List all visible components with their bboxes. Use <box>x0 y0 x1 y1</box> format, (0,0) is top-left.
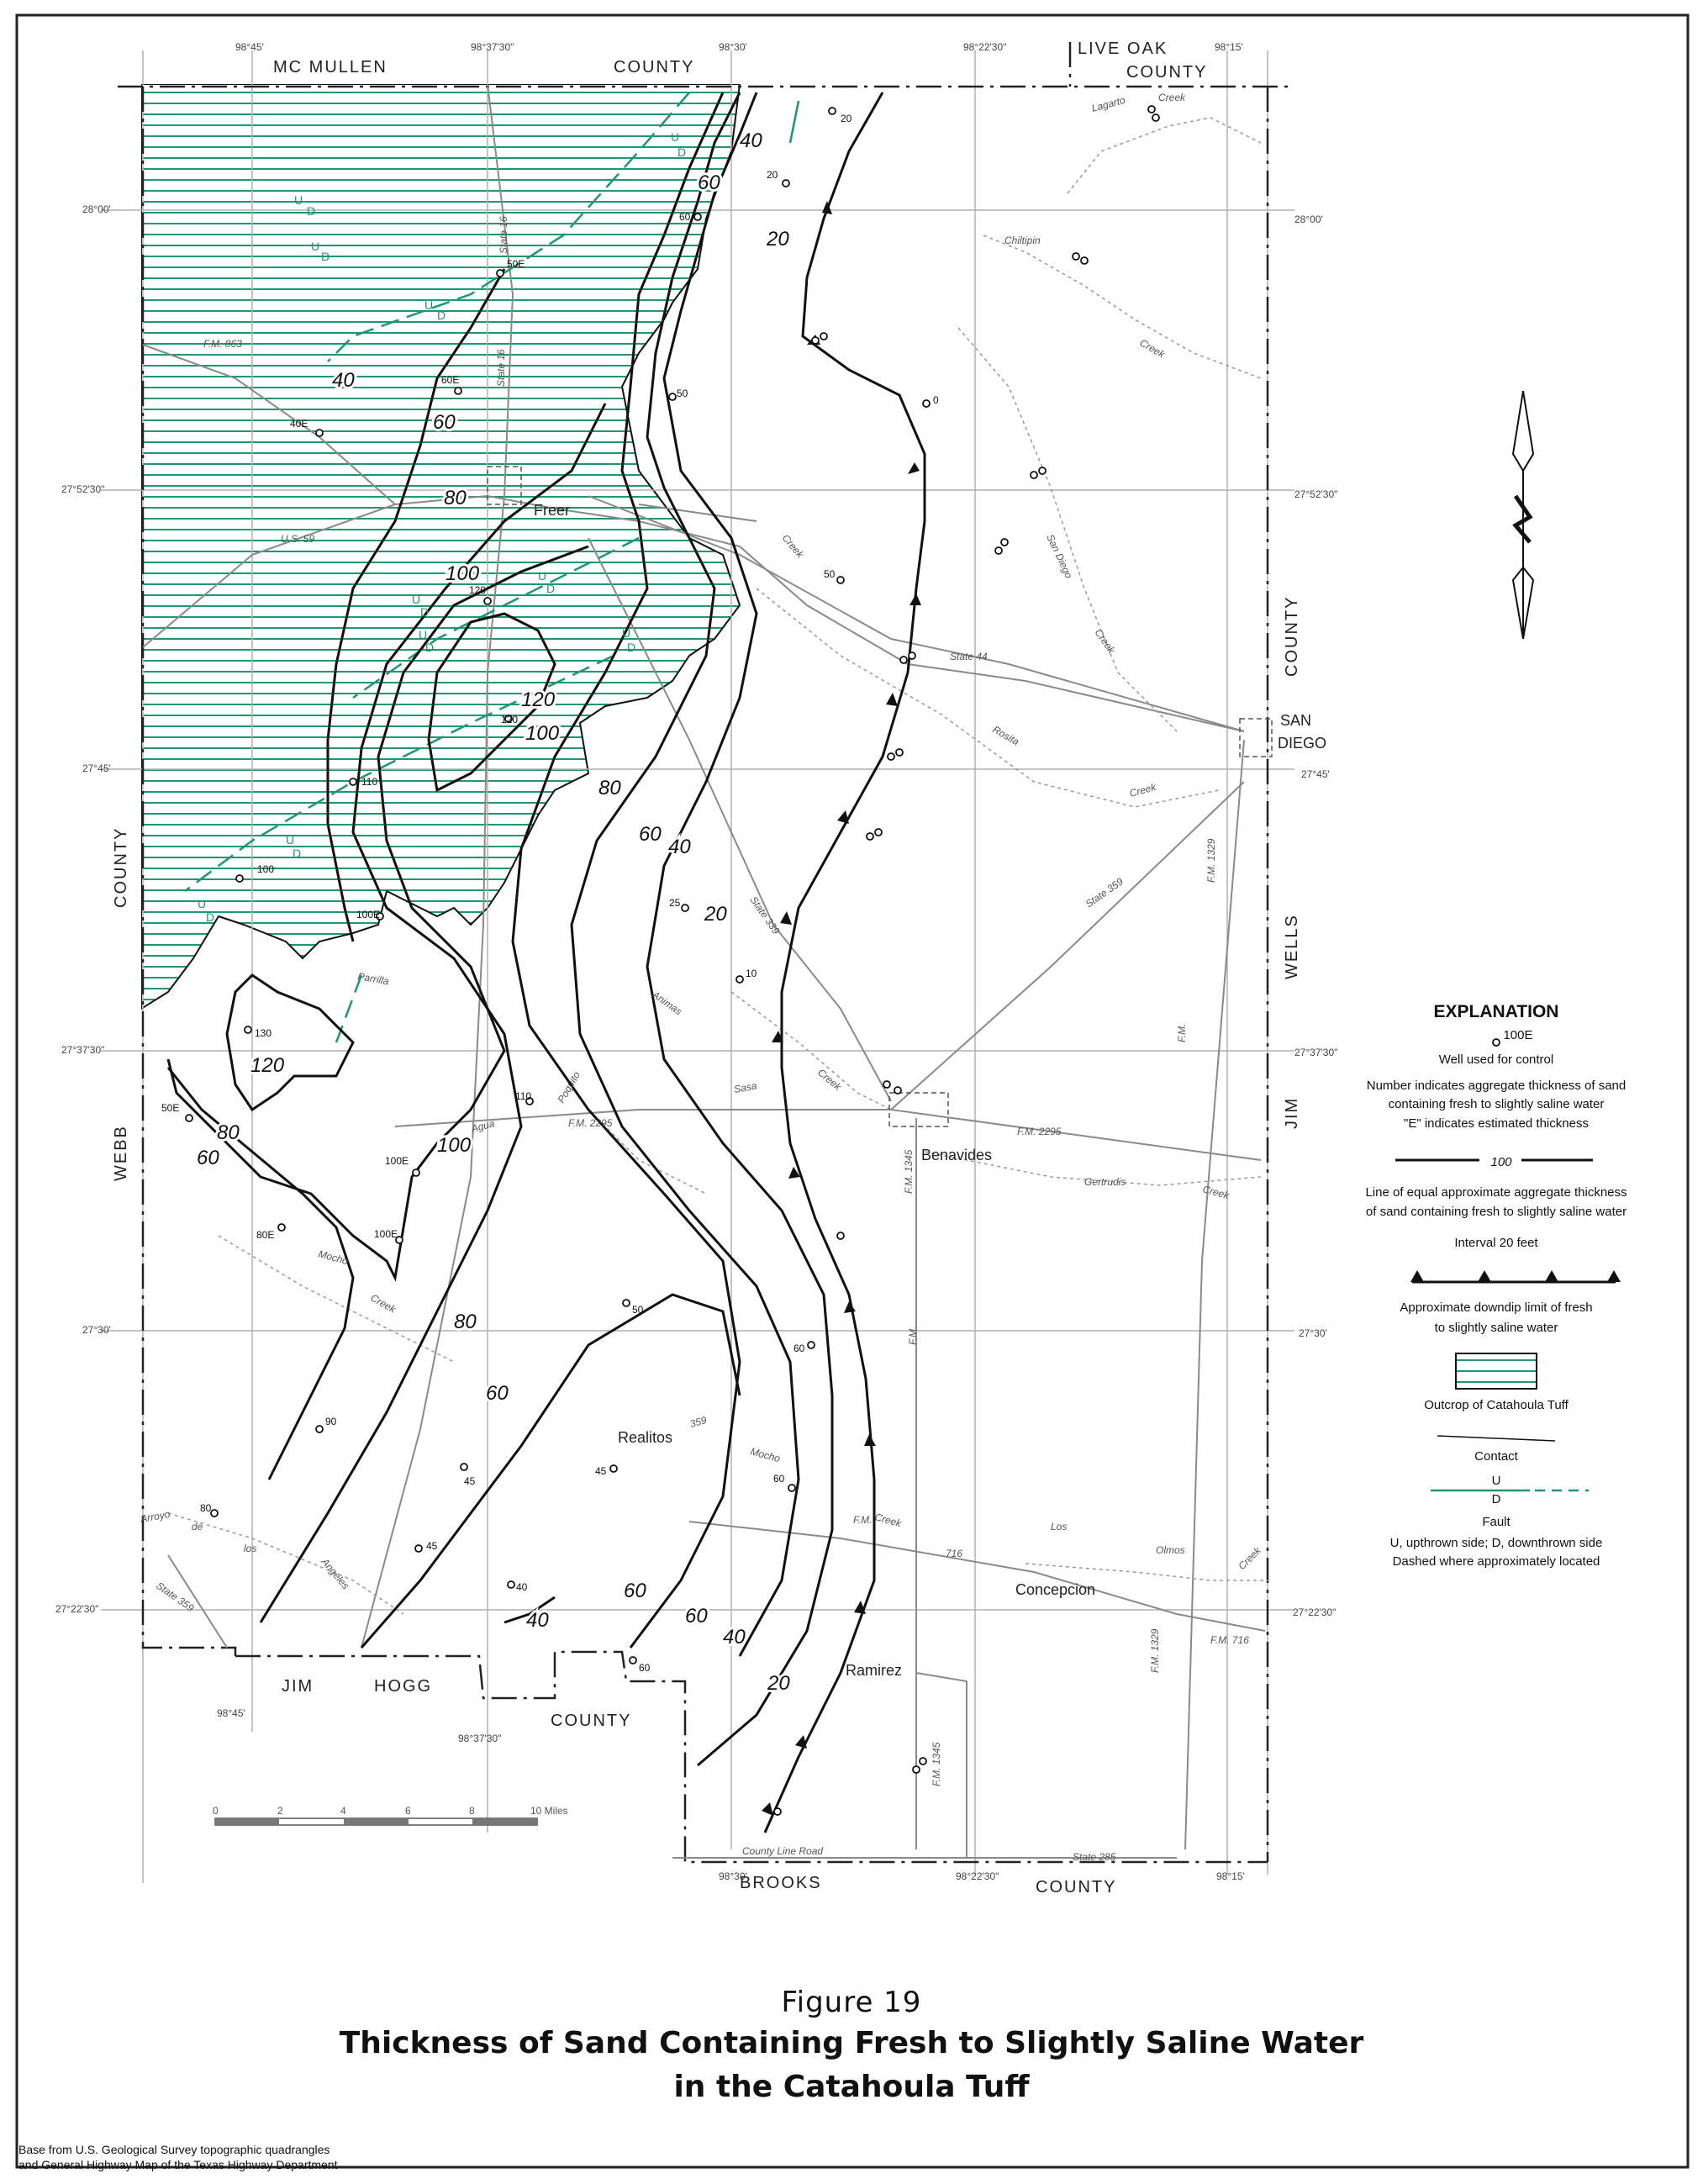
contour-label: 80 <box>217 1121 240 1144</box>
well <box>783 180 789 187</box>
county-label: JIM <box>282 1677 314 1696</box>
svg-text:U: U <box>424 298 434 312</box>
state359-road <box>891 782 1244 1110</box>
county-label: MC MULLEN <box>273 58 388 76</box>
svg-text:F.M. 1329: F.M. 1329 <box>1205 838 1217 883</box>
well-label: 80E <box>256 1229 275 1241</box>
county-label: COUNTY <box>551 1712 632 1730</box>
well <box>630 1657 636 1664</box>
svg-text:de: de <box>192 1521 203 1532</box>
lon-label: 98°30' <box>719 1870 747 1882</box>
downdip-limit <box>762 92 925 1833</box>
contour-label: 40 <box>332 369 355 392</box>
lat-label: 27°30' <box>82 1324 111 1336</box>
contour-label: 60 <box>197 1147 219 1169</box>
source-note <box>18 2142 338 2172</box>
contour-20 <box>647 92 832 1765</box>
county-label: COUNTY <box>112 826 130 908</box>
lat-label: 28°00' <box>1294 214 1323 225</box>
lat-label: 27°37'30" <box>1294 1047 1338 1058</box>
svg-text:Rosita: Rosita <box>990 723 1021 748</box>
source-note-line-2: and General Highway Map of the Texas Highway Department <box>18 2158 338 2171</box>
well <box>829 108 836 114</box>
well-label: 50 <box>824 568 836 580</box>
legend-outcrop-text: Outcrop of Catahoula Tuff <box>1424 1398 1569 1412</box>
county-label: COUNTY <box>1283 595 1301 677</box>
well <box>694 214 701 220</box>
lat-label: 27°45' <box>1301 768 1330 780</box>
contour-120-south <box>227 975 353 1110</box>
well-label: 0 <box>933 394 939 406</box>
contour-label: 120 <box>521 688 556 711</box>
contour-label: 40 <box>668 836 691 858</box>
svg-text:Approximate downdip limit of f: Approximate downdip limit of fresh <box>1400 1300 1593 1315</box>
lat-label: 27°30' <box>1299 1327 1327 1339</box>
well <box>316 430 323 436</box>
well-label: 50 <box>677 388 688 399</box>
contour-label: 60 <box>433 411 456 434</box>
svg-text:Mocho: Mocho <box>749 1445 782 1465</box>
svg-text:Creek: Creek <box>1128 781 1157 799</box>
scale-tick: 2 <box>277 1805 283 1817</box>
lon-label: 98°45' <box>235 41 264 53</box>
well-label: 50E <box>507 258 525 270</box>
well <box>413 1169 419 1176</box>
legend-heading: EXPLANATION <box>1433 1002 1559 1021</box>
svg-text:U: U <box>198 897 207 910</box>
svg-text:U.S. 59: U.S. 59 <box>281 533 315 545</box>
svg-text:San Diego: San Diego <box>1044 532 1075 581</box>
scale-tick: 10 Miles <box>530 1805 568 1817</box>
downdip-triangles <box>762 201 921 1816</box>
svg-text:F.M. 863: F.M. 863 <box>203 338 242 350</box>
contour-label: 60 <box>685 1605 708 1627</box>
well <box>736 976 743 983</box>
fm1329-road <box>1185 740 1244 1849</box>
contour-label: 60 <box>624 1580 646 1602</box>
lon-label: 98°37'30" <box>471 41 514 53</box>
well-label: 100 <box>257 863 275 875</box>
svg-text:Gertrudis: Gertrudis <box>1084 1176 1126 1188</box>
contour-label: 60 <box>639 823 662 846</box>
legend-well-text: Well used for control <box>1438 1052 1554 1067</box>
svg-text:Creek: Creek <box>1137 336 1168 361</box>
lon-label: 98°15' <box>1216 1870 1245 1882</box>
well-label: 110 <box>361 776 378 788</box>
svg-text:State 339: State 339 <box>747 894 783 936</box>
town-label: Ramirez <box>846 1662 903 1679</box>
town-label: Realitos <box>618 1429 673 1446</box>
svg-text:F.M.: F.M. <box>907 1326 919 1345</box>
well <box>508 1581 514 1588</box>
well <box>923 400 930 407</box>
lon-label: 98°37'30" <box>458 1733 502 1744</box>
town-label: DIEGO <box>1278 735 1327 752</box>
town-label: Freer <box>534 502 571 519</box>
svg-text:State 359: State 359 <box>1083 875 1126 910</box>
svg-text:F.M.: F.M. <box>1176 1023 1188 1042</box>
svg-text:Number indicates aggregate thi: Number indicates aggregate thickness of sand <box>1366 1079 1627 1093</box>
contour-label: 80 <box>444 487 467 509</box>
contour-label: 20 <box>767 228 789 251</box>
svg-text:State 44: State 44 <box>950 651 988 662</box>
svg-text:Animas: Animas <box>650 988 685 1018</box>
well-label: 120 <box>469 584 487 596</box>
well <box>236 875 243 882</box>
scale-bar <box>213 1805 568 1825</box>
town-label: SAN <box>1280 712 1312 729</box>
fm716-road <box>689 1522 1265 1631</box>
lat-label: 27°52'30" <box>1294 488 1338 500</box>
svg-text:Creek: Creek <box>815 1066 844 1093</box>
well-label: 120 <box>501 714 519 725</box>
lon-label: 98°22'30" <box>963 41 1007 53</box>
svg-text:Creek: Creek <box>1236 1544 1263 1573</box>
fm2295-road <box>395 1110 1261 1160</box>
county-label: JIM <box>1283 1096 1301 1129</box>
svg-text:Dashed where approximately loc: Dashed where approximately located <box>1392 1554 1600 1569</box>
svg-text:359: 359 <box>688 1414 709 1430</box>
well-label: 90 <box>325 1416 337 1427</box>
well <box>455 388 461 394</box>
svg-text:Los: Los <box>1051 1521 1068 1532</box>
source-note-line-1: Base from U.S. Geological Survey topographic quadrangles <box>18 2143 330 2156</box>
svg-text:Agua: Agua <box>470 1117 496 1135</box>
well-label: 10 <box>746 968 757 979</box>
county-label: WEBB <box>112 1125 130 1181</box>
svg-text:U: U <box>294 193 303 207</box>
well <box>669 393 676 400</box>
well-label: 25 <box>669 897 681 909</box>
svg-text:Creek: Creek <box>1201 1183 1231 1202</box>
well <box>610 1465 617 1472</box>
contour-label: 80 <box>454 1311 477 1333</box>
svg-text:F.M. 2295: F.M. 2295 <box>1017 1126 1062 1137</box>
well <box>415 1545 422 1552</box>
fault-southwest <box>336 975 361 1042</box>
contour-label: 100 <box>437 1134 472 1157</box>
svg-text:U: U <box>1491 1474 1501 1488</box>
svg-text:D: D <box>678 145 687 159</box>
county-label: HOGG <box>374 1677 433 1696</box>
well-label: 45 <box>426 1540 438 1552</box>
svg-text:Lagarto: Lagarto <box>1090 93 1127 114</box>
svg-text:Creek: Creek <box>368 1291 398 1316</box>
downdip-limit-line <box>765 92 925 1833</box>
contour-label: 40 <box>740 129 762 152</box>
town-label: Concepcion <box>1015 1581 1096 1598</box>
well-label: 100E <box>374 1228 398 1240</box>
svg-text:Creek: Creek <box>779 531 807 561</box>
contour-label: 60 <box>486 1382 509 1405</box>
lat-label: 27°22'30" <box>1293 1606 1337 1618</box>
lat-label: 27°22'30" <box>55 1603 99 1615</box>
svg-text:Poquito: Poquito <box>555 1069 583 1105</box>
svg-text:D: D <box>307 204 316 218</box>
scale-tick: 0 <box>213 1805 219 1817</box>
well-label: 100E <box>356 909 381 921</box>
well-label: 50E <box>161 1102 180 1114</box>
svg-text:D: D <box>425 641 435 654</box>
contour-label: 40 <box>723 1626 746 1649</box>
well <box>316 1426 323 1432</box>
well <box>808 1342 815 1348</box>
svg-text:State 285: State 285 <box>1073 1851 1116 1863</box>
figure-number: Figure 19 <box>781 1986 922 2019</box>
svg-text:of sand containing fresh to sl: of sand containing fresh to slightly saline water <box>1365 1205 1627 1219</box>
legend-fault-text: Fault <box>1482 1515 1511 1529</box>
svg-text:Mocho: Mocho <box>317 1248 350 1268</box>
svg-text:100: 100 <box>1490 1155 1512 1169</box>
svg-text:U: U <box>311 240 320 253</box>
well-label: 20 <box>767 169 778 181</box>
well-label: 50 <box>632 1304 644 1316</box>
svg-text:Creek: Creek <box>873 1511 903 1530</box>
well-label: 45 <box>595 1465 607 1477</box>
svg-text:U: U <box>286 833 295 847</box>
figure-title-line-1: Thickness of Sand Containing Fresh to Slightly Saline Water <box>339 2026 1364 2060</box>
lon-label: 98°15' <box>1215 41 1243 53</box>
svg-text:State 16: State 16 <box>498 216 509 254</box>
well-label: 40E <box>290 418 308 430</box>
svg-text:U: U <box>671 130 680 144</box>
svg-text:Chiltipin: Chiltipin <box>1004 235 1041 246</box>
svg-text:Creek: Creek <box>1092 626 1118 656</box>
scale-tick: 6 <box>405 1805 411 1817</box>
svg-text:100E: 100E <box>1503 1028 1533 1042</box>
well <box>245 1026 251 1033</box>
svg-text:Line of equal approximate aggr: Line of equal approximate aggregate thickness <box>1365 1185 1627 1200</box>
well <box>837 577 844 583</box>
contour-label: 80 <box>598 777 621 799</box>
well <box>682 905 688 911</box>
contour-label: 100 <box>525 722 560 745</box>
well-label: 60 <box>639 1662 651 1674</box>
well-label: 60 <box>794 1343 805 1354</box>
figure-title-line-2: in the Catahoula Tuff <box>673 2070 1030 2104</box>
svg-text:D: D <box>420 605 430 619</box>
svg-text:U, upthrown side; D, downthrow: U, upthrown side; D, downthrown side <box>1389 1536 1603 1550</box>
explanation-legend <box>1365 1002 1627 1569</box>
svg-text:F.M.: F.M. <box>853 1514 873 1526</box>
well <box>278 1224 285 1231</box>
county-label: COUNTY <box>1126 63 1208 82</box>
well-label: 80 <box>200 1502 212 1514</box>
contour-label: 100 <box>446 562 480 585</box>
svg-text:D: D <box>1491 1492 1501 1506</box>
lon-label: 98°30' <box>719 41 747 53</box>
svg-text:U: U <box>412 593 421 606</box>
well-label: 60 <box>773 1473 785 1485</box>
svg-text:Sasa: Sasa <box>733 1079 758 1095</box>
scale-tick: 4 <box>340 1805 346 1817</box>
county-label: COUNTY <box>1036 1878 1117 1896</box>
svg-text:State 16: State 16 <box>495 349 507 387</box>
well-label: 45 <box>464 1475 476 1487</box>
well-label: 20 <box>841 113 852 124</box>
county-label: BROOKS <box>740 1874 822 1892</box>
svg-text:F.M. 1329: F.M. 1329 <box>1149 1628 1161 1673</box>
county-label: WELLS <box>1283 914 1301 979</box>
outcrop-catahoula-tuff <box>141 84 740 1009</box>
well-label: 60E <box>441 374 460 386</box>
svg-text:State 359: State 359 <box>154 1579 197 1614</box>
svg-text:F.M. 2295: F.M. 2295 <box>568 1117 613 1129</box>
fault-east <box>790 101 799 143</box>
svg-text:Arroyo: Arroyo <box>140 1508 171 1525</box>
lat-label: 27°52'30" <box>61 483 105 495</box>
well <box>350 778 356 785</box>
svg-text:Interval 20 feet: Interval 20 feet <box>1454 1236 1538 1250</box>
county-label: LIVE OAK <box>1078 40 1168 58</box>
well <box>211 1510 218 1517</box>
lon-label: 98°45' <box>217 1707 245 1719</box>
svg-text:D: D <box>206 910 215 924</box>
lat-label: 27°37'30" <box>61 1044 105 1056</box>
svg-text:Angeles: Angeles <box>319 1555 352 1592</box>
svg-text:D: D <box>546 582 556 595</box>
well-label: 130 <box>255 1027 272 1039</box>
legend-contact-text: Contact <box>1474 1449 1518 1464</box>
county-label: COUNTY <box>614 58 695 76</box>
contour-label: 120 <box>250 1054 285 1077</box>
svg-text:D: D <box>437 309 446 322</box>
svg-text:U: U <box>622 626 631 640</box>
well-label: 100E <box>385 1155 409 1167</box>
well-label: 40 <box>516 1581 528 1593</box>
lat-label: 28°00' <box>82 203 111 215</box>
svg-text:los: los <box>244 1543 257 1554</box>
lon-label: 98°22'30" <box>956 1870 999 1882</box>
contour-label: 20 <box>767 1672 790 1695</box>
well <box>623 1300 630 1306</box>
svg-text:F.M. 716: F.M. 716 <box>1210 1634 1249 1646</box>
contour-label: 60 <box>698 171 720 194</box>
well-label: 110 <box>515 1090 532 1102</box>
svg-text:F.M. 1345: F.M. 1345 <box>903 1149 915 1194</box>
svg-text:Parrilla: Parrilla <box>356 970 390 988</box>
svg-text:716: 716 <box>946 1548 963 1559</box>
svg-text:"E" indicates estimated thickn: "E" indicates estimated thickness <box>1404 1116 1589 1131</box>
contour-label: 40 <box>526 1609 549 1632</box>
well <box>461 1464 467 1470</box>
svg-text:containing fresh to slightly s: containing fresh to slightly saline water <box>1388 1097 1605 1111</box>
north-arrow-icon <box>1513 391 1533 639</box>
svg-text:County Line Road: County Line Road <box>742 1845 824 1857</box>
lat-label: 27°45' <box>82 762 111 774</box>
well <box>497 270 504 277</box>
town-label: Benavides <box>921 1147 993 1163</box>
well <box>788 1485 795 1491</box>
svg-text:U: U <box>538 569 547 583</box>
svg-text:Olmos: Olmos <box>1156 1544 1185 1556</box>
svg-text:to slightly saline water: to slightly saline water <box>1434 1321 1558 1335</box>
svg-text:D: D <box>293 847 302 860</box>
svg-text:D: D <box>627 641 636 654</box>
well <box>186 1115 192 1121</box>
scale-tick: 8 <box>469 1805 475 1817</box>
svg-text:Creek: Creek <box>1158 92 1186 103</box>
contour-label: 20 <box>704 903 727 926</box>
svg-text:U: U <box>419 628 428 641</box>
well <box>484 598 491 604</box>
well-label: 60 <box>679 211 691 223</box>
svg-text:F.M. 1345: F.M. 1345 <box>931 1742 942 1786</box>
svg-text:D: D <box>321 250 330 263</box>
